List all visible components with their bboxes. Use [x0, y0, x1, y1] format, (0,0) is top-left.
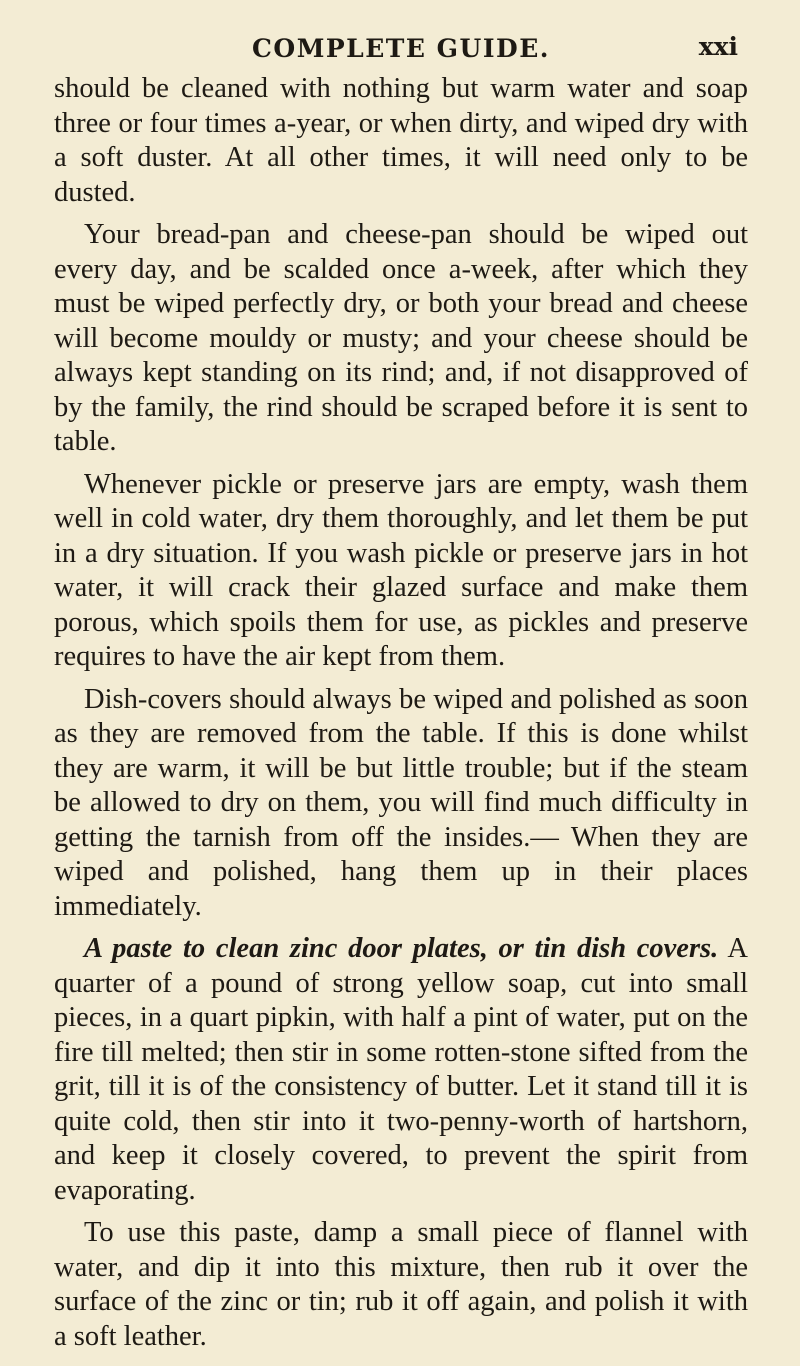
page-number: xxi	[698, 32, 738, 61]
recipe-heading: A paste to clean zinc door plates, or tin dish covers.	[84, 933, 719, 964]
running-title: COMPLETE GUIDE.	[252, 34, 550, 63]
paragraph-continuation: should be cleaned with nothing but warm water and soap three or four times a-year, or when dirty, and wiped dry with a soft duster. At all other times, it will need only to be dusted.	[54, 73, 748, 208]
paragraph-bread-pan: Your bread-pan and cheese-pan should be wiped out every day, and be scalded once a-week, after which they must be wiped perfectly dry, or both your bread and cheese will become mouldy or musty; and your cheese should be always kept standing on its rind; and, if not disapproved of by the family, the rind should be scraped before it is sent to table.	[54, 219, 748, 457]
body-text	[54, 72, 748, 1354]
paragraph-pickle-jars: Whenever pickle or preserve jars are empty, wash them well in cold water, dry them thoroughly, and let them be put in a dry situation. If you wash pickle or preserve jars in hot water, it will crack their glazed surface and make them porous, which spoils them for use, as pickles and preserve requires to have the air kept from them.	[54, 468, 748, 672]
recipe-block	[54, 932, 748, 1208]
recipe-text: A quarter of a pound of strong yellow soap, cut into small pieces, in a quart pipkin, with half a pint of water, put on the fire till melted; then stir in some rotten-stone sifted from the grit, till it is of the consistency of butter. Let it stand till it is quite cold, then stir into it two-penny-worth of hartshorn, and keep it closely covered, to prevent the spirit from evaporating.	[54, 933, 749, 1206]
paragraph-dish-covers: Dish-covers should always be wiped and polished as soon as they are removed from the table. If this is done whilst they are warm, it will be but little trouble; but if the steam be allowed to dry on them, you will find much difficulty in getting the tarnish from off the insides.— When they are wiped and polished, hang them up in their places immediately.	[54, 683, 748, 922]
running-head	[54, 24, 748, 72]
paragraph-usage: To use this paste, damp a small piece of flannel with water, and dip it into this mixture, then rub it over the surface of the zinc or tin; rub it off again, and polish it with a soft leather.	[54, 1217, 748, 1352]
